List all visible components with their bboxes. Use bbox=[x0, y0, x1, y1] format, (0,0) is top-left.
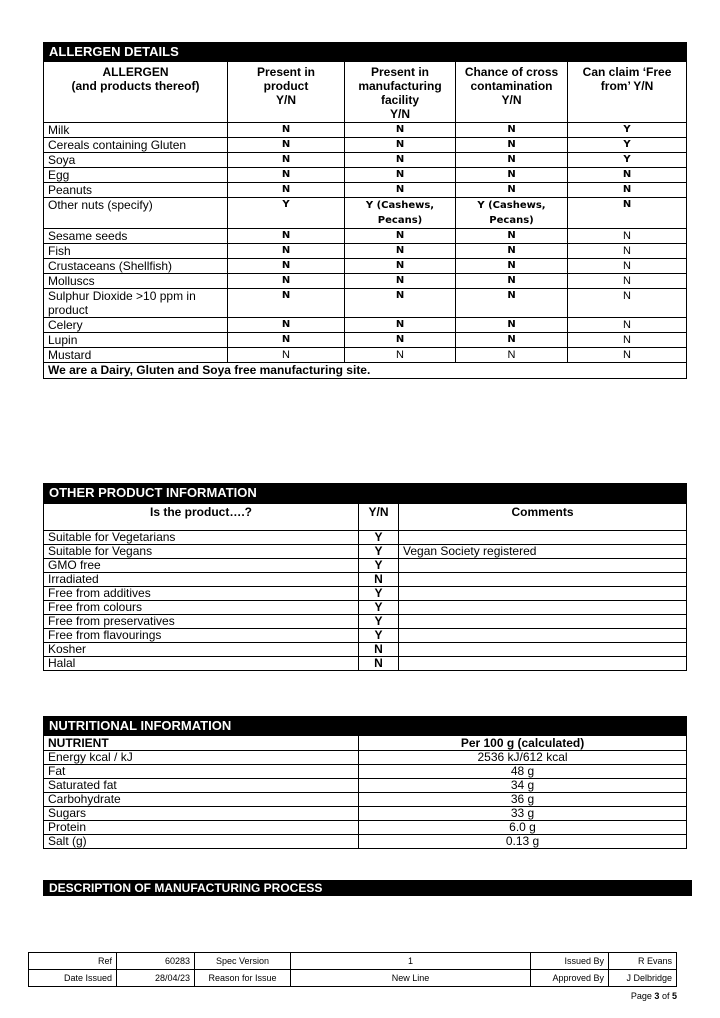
allergen-name: Milk bbox=[44, 123, 228, 138]
nutrient-value: 0.13 g bbox=[359, 835, 687, 849]
nutrition-section-title: NUTRITIONAL INFORMATION bbox=[44, 717, 687, 736]
cell-value: N bbox=[345, 318, 456, 333]
table-row bbox=[44, 123, 687, 138]
allergen-name: Celery bbox=[44, 318, 228, 333]
page-of: of bbox=[661, 991, 670, 1001]
table-row bbox=[44, 333, 687, 348]
cell-value: N bbox=[345, 244, 456, 259]
allergen-table bbox=[43, 42, 687, 379]
row-yn: N bbox=[359, 657, 399, 671]
row-label: GMO free bbox=[44, 559, 359, 573]
col-cross-contamination: Chance of cross contamination Y/N bbox=[456, 62, 568, 123]
table-row bbox=[44, 274, 687, 289]
col-yn: Y/N bbox=[359, 504, 399, 531]
cell-value: N bbox=[568, 274, 687, 289]
table-row bbox=[44, 821, 687, 835]
table-row bbox=[44, 765, 687, 779]
nutrient-value: 6.0 g bbox=[359, 821, 687, 835]
spec-version-label: Spec Version bbox=[195, 953, 291, 970]
allergen-footer-note: We are a Dairy, Gluten and Soya free manufacturing site. bbox=[44, 363, 687, 379]
issued-by-label: Issued By bbox=[531, 953, 609, 970]
allergen-name: Molluscs bbox=[44, 274, 228, 289]
row-yn: Y bbox=[359, 559, 399, 573]
nutrient-name: Saturated fat bbox=[44, 779, 359, 793]
cell-value: Y (Cashews, Pecans) bbox=[345, 198, 456, 229]
col-per-100g: Per 100 g (calculated) bbox=[359, 736, 687, 751]
allergen-name: Peanuts bbox=[44, 183, 228, 198]
cell-value: N bbox=[228, 244, 345, 259]
allergen-name: Other nuts (specify) bbox=[44, 198, 228, 229]
cell-value: N bbox=[568, 333, 687, 348]
row-yn: Y bbox=[359, 545, 399, 559]
row-label: Irradiated bbox=[44, 573, 359, 587]
cell-value: N bbox=[228, 348, 345, 363]
cell-value: N bbox=[568, 318, 687, 333]
cell-value: N bbox=[456, 318, 568, 333]
cell-value: N bbox=[228, 183, 345, 198]
allergen-name: Egg bbox=[44, 168, 228, 183]
other-product-info-table bbox=[43, 483, 687, 671]
cell-value: N bbox=[228, 274, 345, 289]
page-prefix: Page bbox=[630, 991, 652, 1001]
cell-value: N bbox=[228, 168, 345, 183]
cell-value: N bbox=[228, 138, 345, 153]
table-row bbox=[44, 793, 687, 807]
approved-by-value: J Delbridge bbox=[609, 970, 677, 987]
row-yn: N bbox=[359, 643, 399, 657]
allergen-name: Fish bbox=[44, 244, 228, 259]
nutrient-value: 48 g bbox=[359, 765, 687, 779]
cell-value: N bbox=[345, 138, 456, 153]
cell-value: N bbox=[568, 244, 687, 259]
reason-value: New Line bbox=[291, 970, 531, 987]
table-row bbox=[44, 198, 687, 229]
cell-value: N bbox=[456, 348, 568, 363]
allergen-name: Soya bbox=[44, 153, 228, 168]
cell-value: N bbox=[568, 168, 687, 183]
cell-value: N bbox=[568, 348, 687, 363]
cell-value: N bbox=[456, 183, 568, 198]
cell-value: N bbox=[345, 289, 456, 318]
cell-value: Y bbox=[228, 198, 345, 229]
page-total: 5 bbox=[671, 991, 677, 1001]
row-comment bbox=[399, 587, 687, 601]
row-label: Free from colours bbox=[44, 601, 359, 615]
row-comment: Vegan Society registered bbox=[399, 545, 687, 559]
row-label: Free from preservatives bbox=[44, 615, 359, 629]
other-column-headers bbox=[44, 504, 687, 531]
allergen-section-title: ALLERGEN DETAILS bbox=[44, 43, 687, 62]
issued-by-value: R Evans bbox=[609, 953, 677, 970]
row-comment bbox=[399, 559, 687, 573]
table-row bbox=[44, 318, 687, 333]
cell-value: N bbox=[228, 333, 345, 348]
cell-value: N bbox=[228, 259, 345, 274]
cell-value: N bbox=[345, 259, 456, 274]
nutrient-name: Protein bbox=[44, 821, 359, 835]
nutrient-value: 33 g bbox=[359, 807, 687, 821]
cell-value: N bbox=[345, 183, 456, 198]
row-yn: Y bbox=[359, 629, 399, 643]
table-row bbox=[44, 601, 687, 615]
cell-value: N bbox=[568, 183, 687, 198]
col-question: Is the product….? bbox=[44, 504, 359, 531]
row-label: Kosher bbox=[44, 643, 359, 657]
cell-value: N bbox=[345, 274, 456, 289]
cell-value: N bbox=[568, 259, 687, 274]
allergen-name: Cereals containing Gluten bbox=[44, 138, 228, 153]
spec-version-value: 1 bbox=[291, 953, 531, 970]
cell-value: Y bbox=[568, 153, 687, 168]
col-present-facility: Present in manufacturing facility Y/N bbox=[345, 62, 456, 123]
cell-value: N bbox=[456, 153, 568, 168]
table-row bbox=[44, 348, 687, 363]
row-comment bbox=[399, 657, 687, 671]
cell-value: N bbox=[228, 229, 345, 244]
row-label: Suitable for Vegans bbox=[44, 545, 359, 559]
date-issued-value: 28/04/23 bbox=[117, 970, 195, 987]
table-row bbox=[44, 244, 687, 259]
table-row bbox=[44, 657, 687, 671]
col-present-product: Present in product Y/N bbox=[228, 62, 345, 123]
cell-value: N bbox=[568, 229, 687, 244]
date-issued-label: Date Issued bbox=[29, 970, 117, 987]
footer-row bbox=[29, 970, 677, 987]
page-current: 3 bbox=[654, 991, 660, 1001]
cell-value: N bbox=[456, 274, 568, 289]
nutrient-name: Fat bbox=[44, 765, 359, 779]
table-row bbox=[44, 643, 687, 657]
cell-value: N bbox=[345, 123, 456, 138]
allergen-column-headers bbox=[44, 62, 687, 123]
table-row bbox=[44, 138, 687, 153]
nutrient-value: 34 g bbox=[359, 779, 687, 793]
document-footer bbox=[28, 952, 677, 987]
cell-value: N bbox=[456, 168, 568, 183]
table-row bbox=[44, 835, 687, 849]
table-row bbox=[44, 229, 687, 244]
cell-value: N bbox=[345, 229, 456, 244]
col-free-from-claim: Can claim ‘Free from’ Y/N bbox=[568, 62, 687, 123]
approved-by-label: Approved By bbox=[531, 970, 609, 987]
cell-value: N bbox=[456, 244, 568, 259]
table-row bbox=[44, 751, 687, 765]
table-row bbox=[44, 573, 687, 587]
other-section-title: OTHER PRODUCT INFORMATION bbox=[44, 484, 687, 504]
cell-value: N bbox=[345, 153, 456, 168]
row-comment bbox=[399, 601, 687, 615]
cell-value: N bbox=[456, 289, 568, 318]
row-yn: Y bbox=[359, 601, 399, 615]
cell-value: N bbox=[456, 333, 568, 348]
cell-value: N bbox=[568, 198, 687, 229]
table-row bbox=[44, 587, 687, 601]
cell-value: N bbox=[345, 348, 456, 363]
allergen-name: Lupin bbox=[44, 333, 228, 348]
cell-value: N bbox=[456, 123, 568, 138]
row-label: Free from additives bbox=[44, 587, 359, 601]
table-row bbox=[44, 779, 687, 793]
table-row bbox=[44, 168, 687, 183]
cell-value: N bbox=[456, 138, 568, 153]
ref-value: 60283 bbox=[117, 953, 195, 970]
nutrient-name: Salt (g) bbox=[44, 835, 359, 849]
table-row bbox=[44, 807, 687, 821]
row-yn: Y bbox=[359, 615, 399, 629]
cell-value: N bbox=[228, 123, 345, 138]
col-allergen: ALLERGEN (and products thereof) bbox=[44, 62, 228, 123]
cell-value: N bbox=[228, 289, 345, 318]
allergen-name: Mustard bbox=[44, 348, 228, 363]
row-yn: Y bbox=[359, 531, 399, 545]
row-yn: Y bbox=[359, 587, 399, 601]
cell-value: Y bbox=[568, 138, 687, 153]
table-row bbox=[44, 559, 687, 573]
nutrient-name: Sugars bbox=[44, 807, 359, 821]
row-comment bbox=[399, 573, 687, 587]
cell-value: N bbox=[456, 259, 568, 274]
row-comment bbox=[399, 629, 687, 643]
page-number bbox=[631, 991, 677, 1001]
row-label: Free from flavourings bbox=[44, 629, 359, 643]
cell-value: N bbox=[345, 168, 456, 183]
reason-label: Reason for Issue bbox=[195, 970, 291, 987]
allergen-name: Sulphur Dioxide >10 ppm in product bbox=[44, 289, 228, 318]
cell-value: Y bbox=[568, 123, 687, 138]
table-row bbox=[44, 289, 687, 318]
nutrient-name: Energy kcal / kJ bbox=[44, 751, 359, 765]
col-nutrient: NUTRIENT bbox=[44, 736, 359, 751]
cell-value: N bbox=[228, 153, 345, 168]
table-row bbox=[44, 615, 687, 629]
nutrient-name: Carbohydrate bbox=[44, 793, 359, 807]
row-comment bbox=[399, 643, 687, 657]
allergen-name: Crustaceans (Shellfish) bbox=[44, 259, 228, 274]
manufacturing-section-title: DESCRIPTION OF MANUFACTURING PROCESS bbox=[43, 880, 692, 896]
row-yn: N bbox=[359, 573, 399, 587]
nutrient-value: 36 g bbox=[359, 793, 687, 807]
nutrient-value: 2536 kJ/612 kcal bbox=[359, 751, 687, 765]
footer-row bbox=[29, 953, 677, 970]
table-row bbox=[44, 153, 687, 168]
allergen-name: Sesame seeds bbox=[44, 229, 228, 244]
row-comment bbox=[399, 531, 687, 545]
cell-value: N bbox=[456, 229, 568, 244]
table-row bbox=[44, 531, 687, 545]
table-row bbox=[44, 629, 687, 643]
cell-value: N bbox=[345, 333, 456, 348]
col-comments: Comments bbox=[399, 504, 687, 531]
row-comment bbox=[399, 615, 687, 629]
ref-label: Ref bbox=[29, 953, 117, 970]
table-row bbox=[44, 259, 687, 274]
table-row bbox=[44, 545, 687, 559]
cell-value: Y (Cashews, Pecans) bbox=[456, 198, 568, 229]
nutrition-table bbox=[43, 716, 687, 849]
row-label: Halal bbox=[44, 657, 359, 671]
cell-value: N bbox=[228, 318, 345, 333]
table-row bbox=[44, 183, 687, 198]
nutrition-column-headers bbox=[44, 736, 687, 751]
row-label: Suitable for Vegetarians bbox=[44, 531, 359, 545]
cell-value: N bbox=[568, 289, 687, 318]
